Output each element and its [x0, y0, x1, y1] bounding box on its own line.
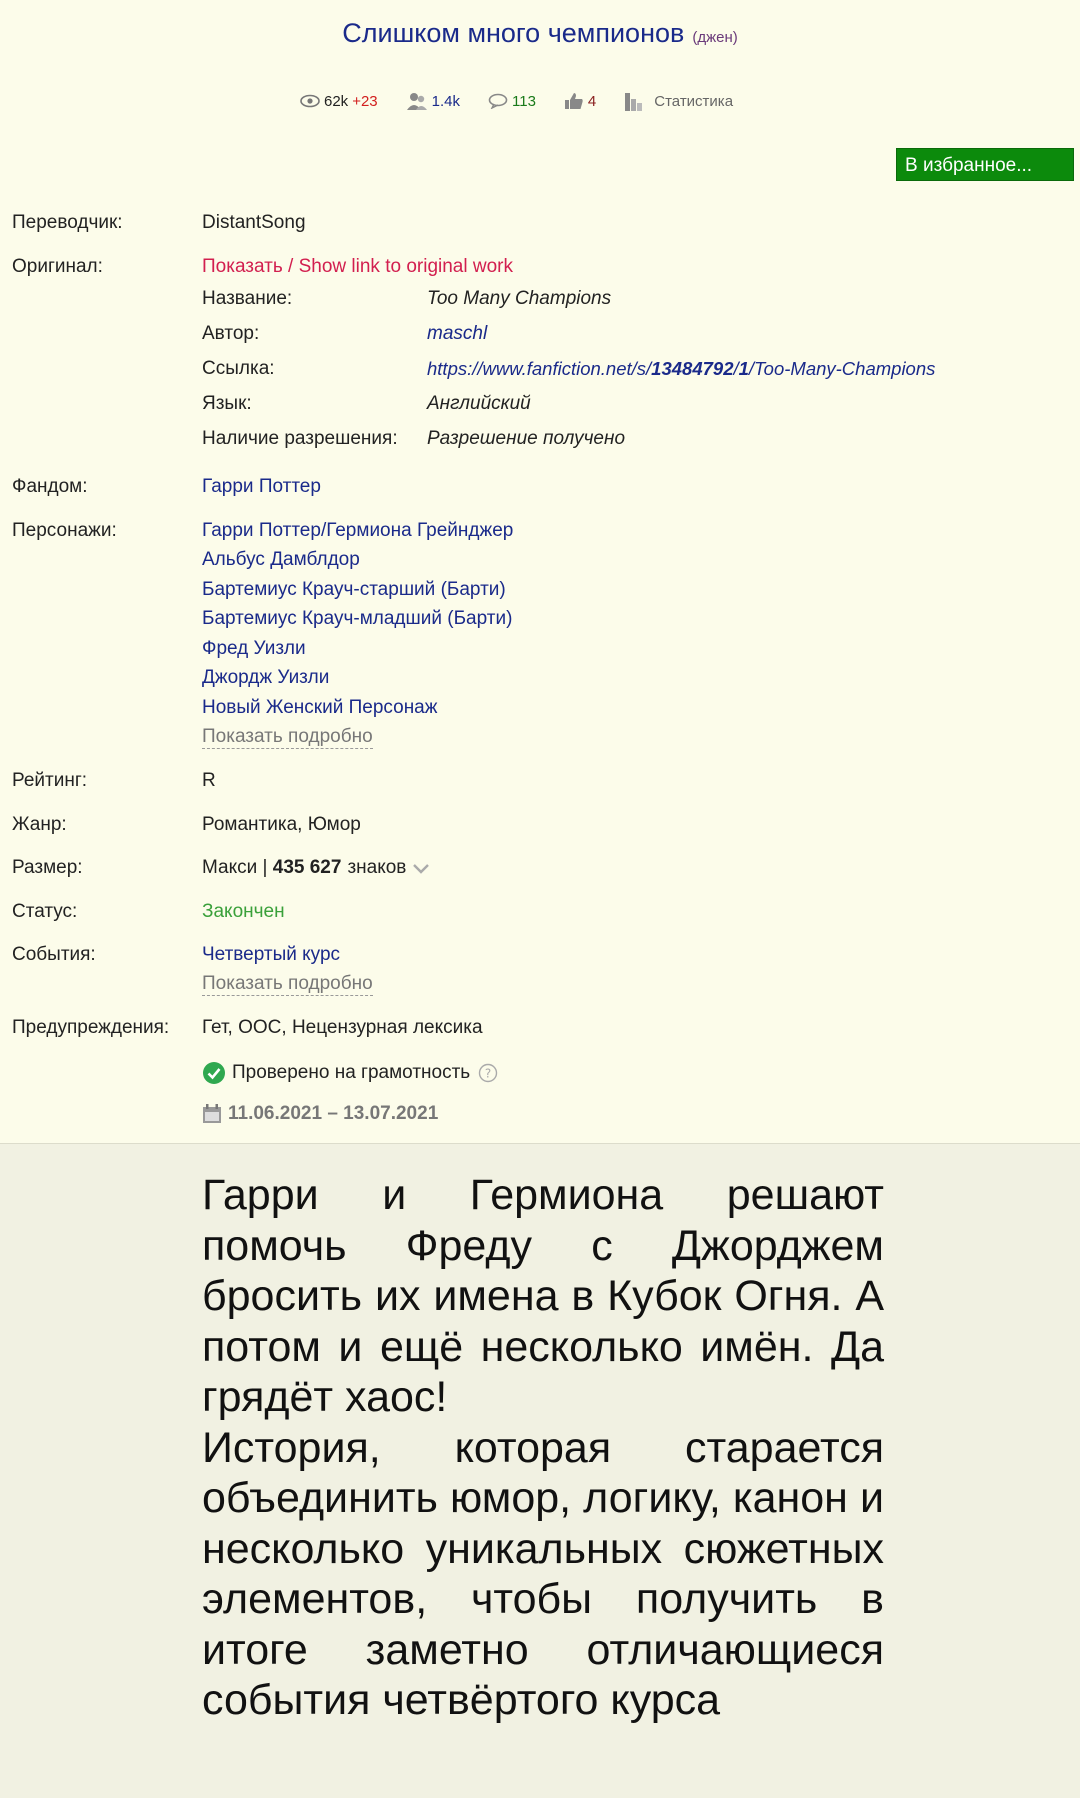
views-delta: +23 [352, 92, 378, 110]
calendar-icon [202, 1104, 222, 1124]
eye-icon [300, 94, 320, 108]
event-link[interactable]: Четвертый курс [202, 944, 341, 965]
rating-label: Рейтинг: [12, 770, 88, 791]
check-circle-icon [202, 1061, 226, 1085]
url-prefix: https://www.fanfiction.net/s/ [427, 358, 652, 379]
original-link-label: Ссылка: [202, 358, 275, 379]
character-link[interactable]: Бартемиус Крауч-младший (Барти) [202, 608, 513, 629]
original-name-label: Название: [202, 288, 293, 309]
permission-label: Наличие разрешения: [202, 428, 398, 449]
bar-chart-icon [624, 91, 646, 111]
events-show-more[interactable]: Показать подробно [202, 973, 373, 994]
comments-stat[interactable] [488, 93, 536, 110]
genre-label: Жанр: [12, 814, 67, 835]
warnings-value: Гет, ООС, Нецензурная лексика [202, 1017, 483, 1038]
description-paragraph: Гарри и Гермиона решают помочь Фреду с Джорджем бросить их имена в Кубок Огня. А потом и ещё несколько имён. Да грядёт хаос! [202, 1171, 884, 1421]
likes-stat[interactable] [564, 92, 596, 110]
character-link[interactable]: Новый Женский Персонаж [202, 697, 438, 718]
characters-show-more[interactable]: Показать подробно [202, 726, 373, 747]
size-separator: | [257, 857, 273, 878]
original-url-link[interactable] [427, 358, 935, 380]
genre-value: Романтика, Юмор [202, 814, 361, 835]
readers-count: 1.4k [431, 92, 460, 110]
fandom-label: Фандом: [12, 476, 88, 497]
events-label: События: [12, 944, 96, 965]
spell-checked-label: Проверено на грамотность [232, 1062, 471, 1083]
url-story-id: 13484792 [651, 358, 734, 379]
original-author-link[interactable]: maschl [427, 323, 488, 344]
url-chapter: 1 [738, 358, 749, 379]
character-link[interactable]: Альбус Дамблдор [202, 549, 360, 570]
spell-checked-row [202, 1061, 498, 1085]
readers-stat[interactable] [406, 91, 460, 111]
chevron-down-icon[interactable] [412, 862, 430, 874]
translator-value: DistantSong [202, 212, 306, 233]
original-label: Оригинал: [12, 256, 103, 277]
likes-count: 4 [587, 92, 597, 110]
original-author-label: Автор: [202, 323, 260, 344]
readers-icon [406, 91, 428, 111]
url-suffix: /Too-Many-Champions [748, 358, 936, 379]
dates-row [202, 1103, 438, 1125]
fanfic-description [202, 1170, 884, 1726]
translator-label: Переводчик: [12, 212, 123, 233]
size-unit: знаков [347, 857, 407, 878]
rating-value: R [202, 770, 216, 791]
dates-value: 11.06.2021 – 13.07.2021 [228, 1103, 439, 1124]
status-label: Статус: [12, 901, 78, 922]
views-count: 62k [324, 92, 349, 110]
size-label: Размер: [12, 857, 83, 878]
statistics-link[interactable] [624, 91, 733, 111]
original-language-value: Английский [427, 393, 531, 414]
character-link[interactable]: Бартемиус Крауч-старший (Барти) [202, 579, 506, 600]
stats-bar [300, 88, 761, 114]
character-link[interactable]: Джордж Уизли [202, 667, 330, 688]
show-original-link[interactable]: Показать / Show link to original work [202, 256, 513, 277]
statistics-label: Статистика [654, 92, 734, 110]
thumbs-up-icon [564, 92, 584, 110]
add-to-favorites-button[interactable]: В избранное... [896, 148, 1074, 181]
fandom-link[interactable]: Гарри Поттер [202, 476, 321, 497]
original-language-label: Язык: [202, 393, 252, 414]
views-stat [300, 93, 378, 110]
svg-text:?: ? [485, 1066, 492, 1081]
characters-label: Персонажи: [12, 520, 117, 541]
original-name-value: Too Many Champions [427, 288, 612, 309]
comment-icon [488, 93, 508, 109]
permission-value: Разрешение получено [427, 428, 626, 449]
direction-badge[interactable]: (джен) [692, 29, 738, 46]
description-paragraph: История, которая старается объединить юмор, логику, канон и несколько уникальных сюжетных элементов, чтобы получить в итоге заметно отличающиеся события четвёртого курса [202, 1423, 884, 1724]
character-link[interactable]: Фред Уизли [202, 638, 306, 659]
size-type: Макси [202, 857, 258, 878]
url-separator: / [733, 358, 739, 379]
size-value [202, 857, 430, 879]
comments-count: 113 [512, 92, 536, 110]
help-icon[interactable] [478, 1063, 498, 1083]
status-value: Закончен [202, 901, 285, 922]
fanfic-title[interactable]: Слишком много чемпионов [342, 18, 685, 48]
size-count: 435 627 [272, 857, 342, 878]
title-row [0, 18, 1080, 49]
warnings-label: Предупреждения: [12, 1017, 170, 1038]
character-link[interactable]: Гарри Поттер/Гермиона Грейнджер [202, 520, 514, 541]
